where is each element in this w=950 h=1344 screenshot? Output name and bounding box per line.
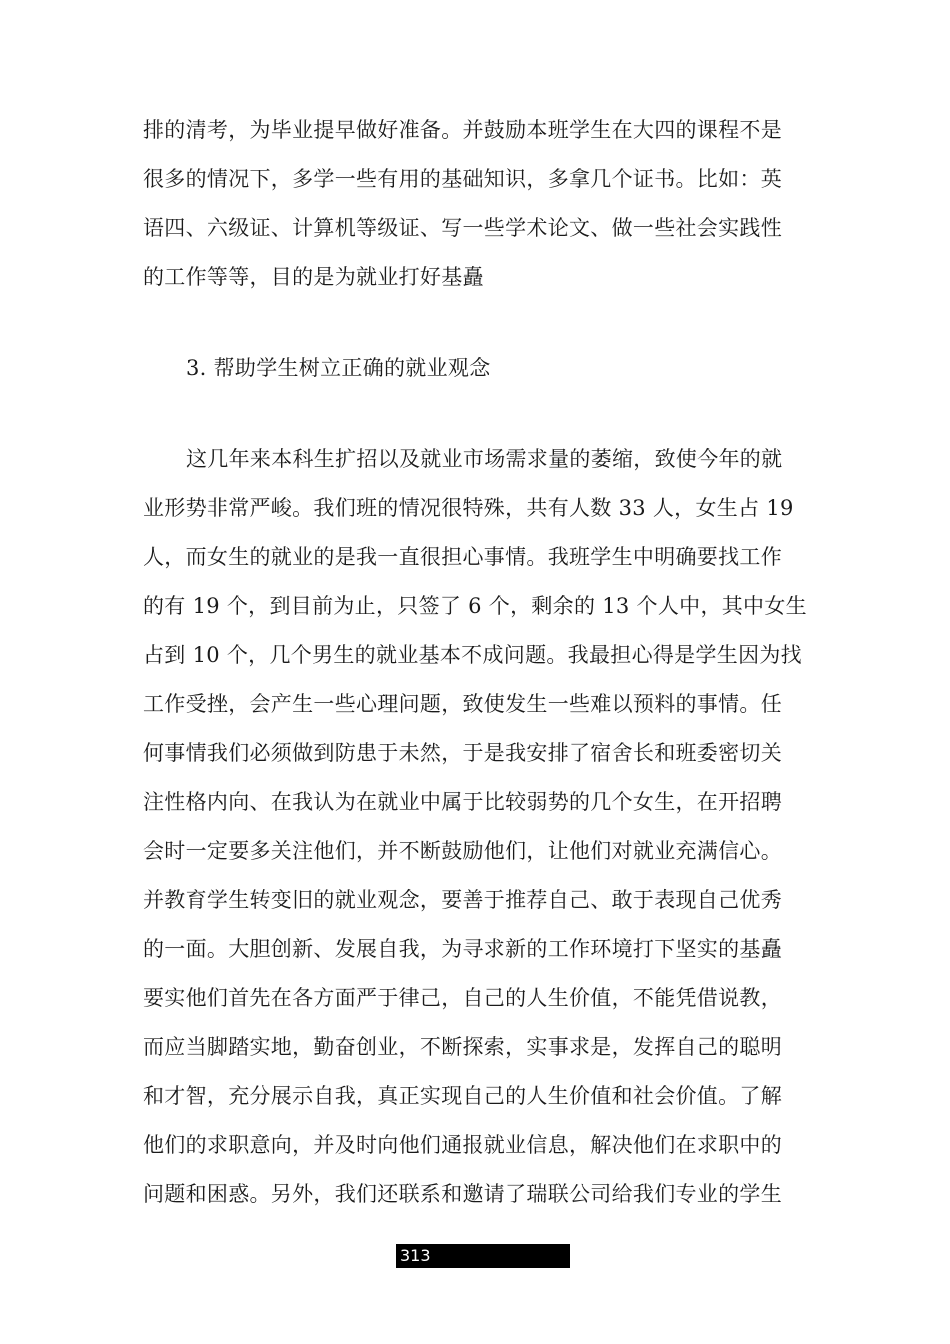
paragraph-2-line-16: 问题和困惑。另外，我们还联系和邀请了瑞联公司给我们专业的学生 xyxy=(143,1182,782,1206)
paragraph-2-line-2: 业形势非常严峻。我们班的情况很特殊，共有人数 33 人，女生占 19 xyxy=(143,496,794,520)
paragraph-2-line-7: 何事情我们必须做到防患于未然，于是我安排了宿舍长和班委密切关 xyxy=(143,741,782,765)
paragraph-1-line-4: 的工作等等，目的是为就业打好基矗 xyxy=(143,265,484,289)
paragraph-1-line-1: 排的清考，为毕业提早做好准备。并鼓励本班学生在大四的课程不是 xyxy=(143,118,782,142)
section-heading: 3. 帮助学生树立正确的就业观念 xyxy=(186,356,491,380)
paragraph-1-line-2: 很多的情况下，多学一些有用的基础知识，多拿几个证书。比如：英 xyxy=(143,167,782,191)
paragraph-2-line-14: 和才智，充分展示自我，真正实现自己的人生价值和社会价值。了解 xyxy=(143,1084,782,1108)
paragraph-2-line-13: 而应当脚踏实地，勤奋创业，不断探索，实事求是，发挥自己的聪明 xyxy=(143,1035,782,1059)
paragraph-1-line-3: 语四、六级证、计算机等级证、写一些学术论文、做一些社会实践性 xyxy=(143,216,782,240)
paragraph-2-line-8: 注性格内向、在我认为在就业中属于比较弱势的几个女生，在开招聘 xyxy=(143,790,782,814)
page-number: 313 xyxy=(396,1244,570,1268)
paragraph-2-line-9: 会时一定要多关注他们，并不断鼓励他们，让他们对就业充满信心。 xyxy=(143,839,782,863)
paragraph-2-line-15: 他们的求职意向，并及时向他们通报就业信息，解决他们在求职中的 xyxy=(143,1133,782,1157)
paragraph-2-line-1: 这几年来本科生扩招以及就业市场需求量的萎缩，致使今年的就 xyxy=(186,447,783,471)
paragraph-2-line-6: 工作受挫，会产生一些心理问题，致使发生一些难以预料的事情。任 xyxy=(143,692,782,716)
paragraph-2-line-10: 并教育学生转变旧的就业观念，要善于推荐自己、敢于表现自己优秀 xyxy=(143,888,782,912)
paragraph-2-line-11: 的一面。大胆创新、发展自我，为寻求新的工作环境打下坚实的基矗 xyxy=(143,937,782,961)
paragraph-2-line-4: 的有 19 个，到目前为止，只签了 6 个，剩余的 13 个人中，其中女生 xyxy=(143,594,807,618)
paragraph-2-line-3: 人，而女生的就业的是我一直很担心事情。我班学生中明确要找工作 xyxy=(143,545,782,569)
paragraph-2-line-12: 要实他们首先在各方面严于律己，自己的人生价值，不能凭借说教， xyxy=(143,986,782,1010)
paragraph-2-line-5: 占到 10 个，几个男生的就业基本不成问题。我最担心得是学生因为找 xyxy=(143,643,802,667)
